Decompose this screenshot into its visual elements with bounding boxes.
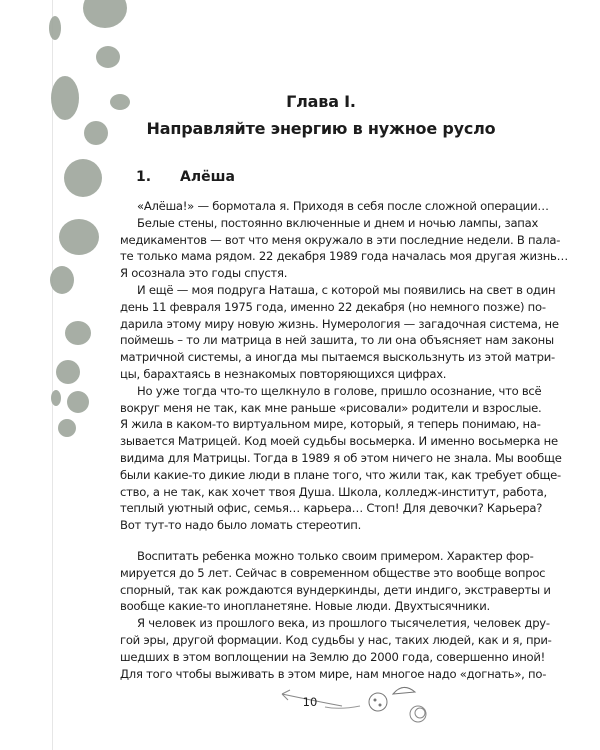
text-line: теплый уютный офис, семья… карьера… Стоп! Для девочки? Карьера?: [120, 501, 543, 516]
paragraph: [120, 282, 559, 383]
stone-icon: [51, 390, 61, 406]
text-line: Я жила в каком-то виртуальном мире, который, я теперь понимаю, на-: [120, 417, 541, 432]
text-line: матричной системы, а иногда мы пытаемся выскользнуть из этой матри-: [120, 350, 555, 365]
body-text: [120, 198, 568, 682]
stone-icon: [64, 159, 102, 197]
swirl-icon: [369, 693, 387, 711]
text-line: цы, барахтаясь в незнакомых повторяющихся цифрах.: [120, 366, 447, 381]
text-line: Вот тут-то надо было ломать стереотип.: [120, 518, 362, 533]
stone-icon: [56, 360, 80, 384]
text-line: гой эры, другой формации. Код судьбы у нас, таких людей, как и я, при-: [120, 632, 552, 647]
text-line: Я осознала это годы спустя.: [120, 266, 288, 281]
stone-icon: [50, 266, 74, 294]
stone-icon: [67, 391, 89, 413]
text-line: зывается Матрицей. Код моей судьбы восьмерка. И именно восьмерка не: [120, 434, 558, 449]
stone-icon: [59, 219, 99, 255]
text-line: Я человек из прошлого века, из прошлого тысячелетия, человек дру-: [137, 616, 550, 631]
text-line: были какие-то дикие люди в плане того, что жили так, как требует обще-: [120, 467, 561, 482]
text-line: медикаментов — вот что меня окружало в эти последние недели. В пала-: [120, 232, 561, 247]
text-line: Воспитать ребенка можно только своим примером. Характер фор-: [137, 548, 534, 563]
text-line: вокруг меня не так, как мне раньше «рисовали» родители и взрослые.: [120, 400, 542, 415]
doodle-decoration: [270, 680, 440, 730]
text-line: вообще какие-то инопланетяне. Новые люди. Двухтысячники.: [120, 599, 490, 614]
paragraph: [120, 383, 562, 534]
stone-icon: [58, 419, 76, 437]
stone-icon: [51, 76, 79, 120]
text-line: И ещё — моя подруга Наташа, с которой мы появились на свет в один: [137, 282, 556, 297]
page-number: 10: [302, 695, 318, 709]
shell-icon: [393, 687, 415, 694]
section-title: Алёша: [180, 169, 235, 185]
chapter-subtitle: Направляйте энергию в нужное русло: [146, 119, 496, 138]
text-line: Но уже тогда что-то щелкнуло в голове, пришло осознание, что всё: [137, 383, 542, 398]
text-line: дарила этому миру новую жизнь. Нумерология — загадочная система, не: [120, 316, 559, 331]
section-heading: [136, 169, 235, 185]
text-line: Белые стены, постоянно включенные и днем и ночью лампы, запах: [137, 215, 539, 230]
text-line: видима для Матрицы. Тогда в 1989 я об этом ничего не знала. Мы вообще: [120, 450, 562, 465]
text-line: шедших в этом воплощении на Землю до 2000 года, совершенно иной!: [120, 649, 546, 664]
chapter-title: Глава I.: [286, 92, 356, 111]
paragraph: [120, 198, 549, 215]
text-line: поймешь – то ли матрица в ней зашита, то ли она объясняет нам законы: [120, 333, 554, 348]
text-line: день 11 февраля 1975 года, именно 22 декабря (но немного позже) по-: [120, 299, 546, 314]
stone-icon: [83, 0, 127, 28]
paragraph: [120, 615, 552, 682]
stones-decoration: [0, 0, 140, 450]
stone-icon: [84, 121, 108, 145]
text-line: те только мама рядом. 22 декабря 1989 года началась моя другая жизнь…: [120, 249, 568, 264]
paragraph: [120, 215, 568, 282]
stone-icon: [96, 46, 120, 68]
text-line: Для того чтобы выживать в этом мире, нам многое надо «догнать», по-: [120, 666, 547, 681]
text-line: ство, а не так, как хочет твоя Душа. Школа, колледж-институт, работа,: [120, 484, 547, 499]
text-line: мируется до 5 лет. Сейчас в современном обществе это вообще вопрос: [120, 565, 546, 580]
stone-icon: [49, 16, 61, 40]
text-line: «Алёша!» — бормотала я. Приходя в себя после сложной операции…: [137, 199, 549, 213]
paragraph: [120, 548, 551, 615]
stone-icon: [65, 321, 91, 345]
text-line: спорный, так как рождаются вундеркинды, дети индиго, экстраверты и: [120, 582, 551, 597]
section-number: 1.: [136, 169, 152, 185]
